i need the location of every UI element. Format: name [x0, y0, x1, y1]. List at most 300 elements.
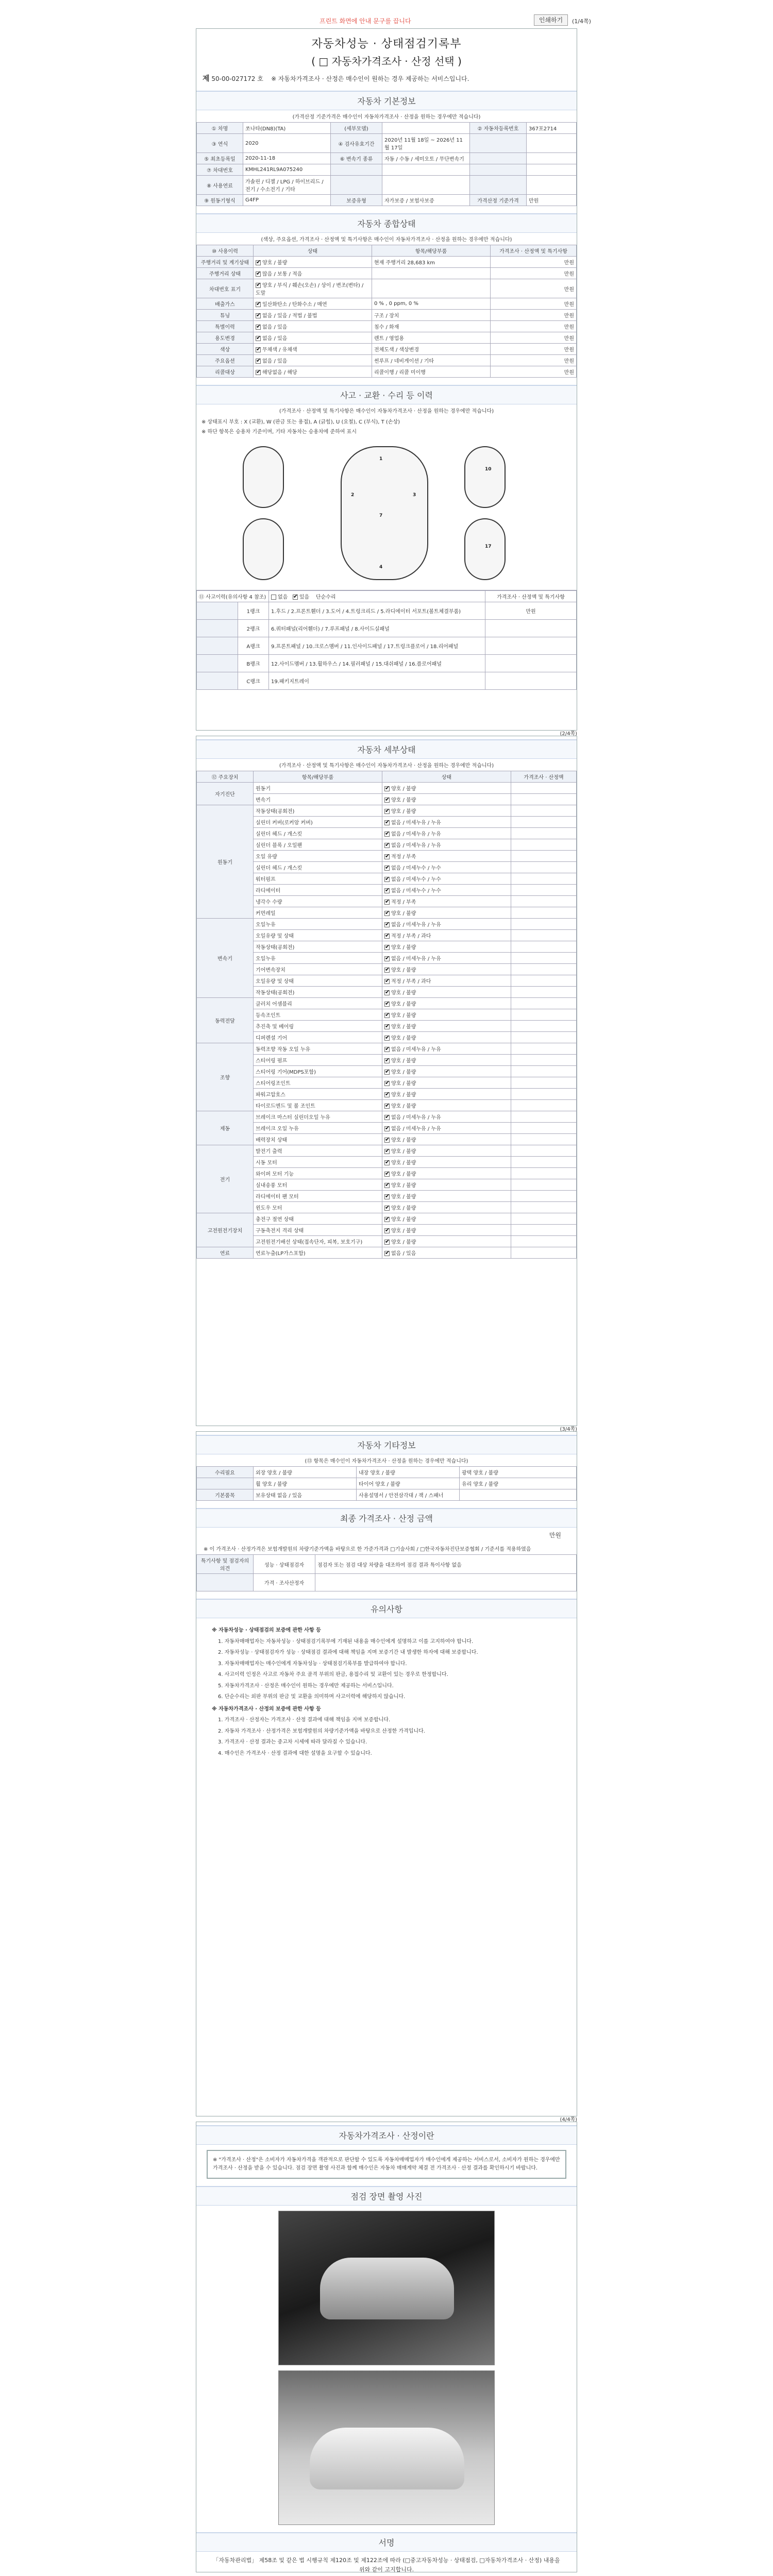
inspection-photo-rear	[278, 2370, 495, 2525]
detail-state-checkbox[interactable]	[384, 1047, 390, 1052]
detail-price	[511, 1055, 577, 1066]
detail-price	[511, 1100, 577, 1111]
summary-label: 차대번호 표기	[197, 279, 254, 298]
detail-state	[382, 1111, 511, 1123]
summary-state	[254, 279, 372, 298]
grade-group	[197, 620, 238, 637]
detail-state-checkbox[interactable]	[384, 1160, 390, 1165]
detail-group: 자기진단	[197, 783, 254, 805]
summary-state-checkbox[interactable]	[256, 313, 261, 318]
notice-item: 6. 단순수리는 외판 부위의 판금 및 교환을 의미하며 사고이력에 해당하지 않습니다.	[218, 1694, 406, 1700]
detail-item: 실린더 커버(로커암 커버)	[254, 817, 382, 828]
detail-price	[511, 839, 577, 851]
grade-price	[485, 655, 577, 672]
detail-state-checkbox[interactable]	[384, 968, 390, 973]
sign-text: 「자동차관리법」 제58조 및 같은 법 시행규칙 제120조 및 제122조에 따라 (□중고자동차성능 · 상태점검, □자동차가격조사 · 산정) 내용을 위와 같이 고지합니다.	[213, 2557, 560, 2573]
detail-price	[511, 1043, 577, 1055]
car-photo-front-shape	[320, 2258, 454, 2319]
car-side-right	[464, 518, 506, 580]
detail-row	[197, 1009, 577, 1021]
detail-state-checkbox[interactable]	[384, 1251, 390, 1256]
doc-no: 50-00-027172	[211, 75, 256, 82]
basic-cell: 만원	[527, 195, 577, 206]
signer-cell: 특기사항 및 점검자의 의견	[197, 1555, 254, 1574]
detail-state	[382, 805, 511, 817]
detail-state-checkbox[interactable]	[384, 1070, 390, 1075]
etc-cell: 수리필요	[197, 1467, 254, 1478]
accident-yes-checkbox[interactable]	[293, 595, 298, 600]
detail-row	[197, 839, 577, 851]
detail-row	[197, 1100, 577, 1111]
detail-state-text: 없음 / 미세누유 / 누유	[391, 922, 441, 928]
detail-state-checkbox[interactable]	[384, 990, 390, 995]
accident-legend: ※ 상태표시 부호 : X (교환), W (판금 또는 용접), A (긁힘), U (요철), C (부식), T (손상)	[201, 419, 400, 425]
detail-price	[511, 817, 577, 828]
detail-row	[197, 828, 577, 839]
detail-state-text: 양호 / 불량	[391, 1206, 416, 1211]
detail-state-text: 없음 / 미세누유 / 누유	[391, 956, 441, 962]
detail-row	[197, 862, 577, 873]
summary-price: 만원	[491, 332, 577, 344]
basic-cell: ⑦ 차대번호	[197, 164, 243, 176]
summary-item: 리콜이행 / 리콜 미이행	[372, 366, 491, 378]
detail-item: 오일유량 및 상태	[254, 975, 382, 987]
detail-row	[197, 975, 577, 987]
detail-head-price: 가격조사 · 산정액	[511, 771, 577, 783]
detail-state-text: 양호 / 불량	[391, 798, 416, 803]
detail-item: 실린더 헤드 / 개스킷	[254, 828, 382, 839]
detail-price	[511, 1202, 577, 1213]
summary-state-checkbox[interactable]	[256, 336, 261, 341]
summary-row	[197, 298, 577, 310]
detail-row	[197, 1247, 577, 1259]
detail-state-text: 양호 / 불량	[391, 1194, 416, 1200]
grade-items: 6.쿼터패널(리어휀더) / 7.루프패널 / 8.사이드실패널	[269, 620, 485, 637]
detail-state-text: 적정 / 부족	[391, 854, 416, 860]
detail-head-device: ⑫ 주요장치	[197, 771, 254, 783]
detail-state-text: 양호 / 불량	[391, 1104, 416, 1109]
detail-price	[511, 953, 577, 964]
detail-state-text: 없음 / 미세누수 / 누수	[391, 877, 441, 883]
detail-state	[382, 828, 511, 839]
grade-group	[197, 672, 238, 690]
detail-item: 워터펌프	[254, 873, 382, 885]
basic-cell	[527, 134, 577, 153]
detail-state	[382, 1089, 511, 1100]
detail-state-text: 없음 / 있음	[391, 1251, 416, 1257]
detail-state	[382, 1145, 511, 1157]
basic-cell: G4FP	[243, 195, 331, 206]
detail-state	[382, 1236, 511, 1247]
summary-state-checkbox[interactable]	[256, 325, 261, 330]
summary-price: 만원	[491, 366, 577, 378]
notice-item: 4. 매수인은 가격조사 · 산정 결과에 대한 설명을 요구할 수 있습니다.	[218, 1750, 372, 1756]
detail-state-checkbox[interactable]	[384, 1149, 390, 1154]
summary-head-usage: ⑩ 사용이력	[197, 245, 254, 257]
detail-item: 커먼레일	[254, 907, 382, 919]
detail-row	[197, 1077, 577, 1089]
detail-state-checkbox[interactable]	[384, 900, 390, 905]
detail-item: 파워고압호스	[254, 1089, 382, 1100]
detail-state-text: 양호 / 불량	[391, 1013, 416, 1019]
detail-item: 연료누출(LP가스포함)	[254, 1247, 382, 1259]
detail-state-text: 양호 / 불량	[391, 1228, 416, 1234]
detail-state	[382, 1032, 511, 1043]
detail-price	[511, 1021, 577, 1032]
detail-price	[511, 930, 577, 941]
panel-4-tag: 4	[379, 565, 383, 570]
summary-state-checkbox[interactable]	[256, 347, 261, 352]
detail-state-checkbox[interactable]	[384, 1013, 390, 1018]
detail-state-text: 없음 / 미세누유 / 누유	[391, 1047, 441, 1053]
summary-item: 렌트 / 영업용	[372, 332, 491, 344]
doc-number-line	[203, 73, 570, 83]
summary-state-text: 없음 / 있음	[262, 359, 288, 364]
basic-cell	[527, 176, 577, 195]
detail-price	[511, 794, 577, 805]
notice-item: 1. 가격조사 · 산정자는 가격조사 · 산정 결과에 대해 책임을 지며 보증합니다.	[218, 1717, 391, 1723]
detail-row	[197, 1225, 577, 1236]
detail-state	[382, 783, 511, 794]
detail-state-checkbox[interactable]	[384, 1036, 390, 1041]
detail-state-checkbox[interactable]	[384, 956, 390, 961]
inspection-photo-front	[278, 2211, 495, 2365]
detail-state-text: 양호 / 불량	[391, 1002, 416, 1007]
summary-state	[254, 355, 372, 366]
detail-state-checkbox[interactable]	[384, 1002, 390, 1007]
grade-price	[485, 672, 577, 690]
summary-row	[197, 321, 577, 332]
detail-state-text: 없음 / 미세누수 / 누수	[391, 888, 441, 894]
detail-state-text: 적정 / 부족 / 과다	[391, 934, 431, 939]
detail-state	[382, 987, 511, 998]
detail-row	[197, 805, 577, 817]
etc-cell: 타이어 양호 / 불량	[357, 1478, 460, 1489]
summary-state-checkbox[interactable]	[256, 272, 261, 277]
detail-state-checkbox[interactable]	[384, 1217, 390, 1222]
basic-cell: (세부모델)	[331, 123, 382, 134]
basic-cell: ⑨ 원동기형식	[197, 195, 243, 206]
basic-cell	[382, 164, 470, 176]
basic-cell: ⑧ 사용연료	[197, 176, 243, 195]
detail-price	[511, 783, 577, 794]
notice-item: 4. 사고이력 인정은 사고로 자동차 주요 골격 부위의 판금, 용접수리 및 교환이 있는 경우로 한정합니다.	[218, 1672, 448, 1677]
detail-price	[511, 1134, 577, 1145]
summary-label: 색상	[197, 344, 254, 355]
basic-cell: 쏘나타(DN8)(TA)	[243, 123, 331, 134]
grade-row	[197, 620, 577, 637]
detail-state-checkbox[interactable]	[384, 1081, 390, 1086]
detail-item: 시동 모터	[254, 1157, 382, 1168]
detail-state-text: 양호 / 불량	[391, 990, 416, 996]
basic-cell: 2020년 11월 18일 ~ 2026년 11월 17일	[382, 134, 470, 153]
page-2	[196, 731, 577, 1426]
detail-row	[197, 998, 577, 1009]
grade-price: 만원	[485, 602, 577, 620]
signer-table	[196, 1554, 577, 1591]
panel-7-tag: 7	[379, 513, 383, 518]
summary-note: (색상, 주요옵션, 가격조사 · 산정액 및 특기사항은 매수인이 자동차가격조사 · 산정을 원하는 경우에만 적습니다)	[261, 237, 512, 243]
grade-label: A랭크	[238, 637, 269, 655]
summary-state-checkbox[interactable]	[256, 283, 261, 288]
detail-state	[382, 1225, 511, 1236]
detail-item: 라디에이터 팬 모터	[254, 1191, 382, 1202]
grade-group	[197, 602, 238, 620]
detail-state-checkbox[interactable]	[384, 1138, 390, 1143]
detail-price	[511, 1123, 577, 1134]
print-notice-link[interactable]: 프린트 화면에 안내 문구를 끕니다	[320, 18, 411, 25]
summary-price: 만원	[491, 310, 577, 321]
basic-row	[197, 153, 577, 164]
detail-state-checkbox[interactable]	[384, 820, 390, 825]
basic-cell	[382, 123, 470, 134]
detail-state-checkbox[interactable]	[384, 1172, 390, 1177]
price-info-title: 자동차가격조사 · 산정이란	[196, 2125, 577, 2145]
detail-state	[382, 1066, 511, 1077]
detail-state	[382, 1009, 511, 1021]
detail-state-checkbox[interactable]	[384, 934, 390, 939]
detail-state	[382, 1179, 511, 1191]
accident-none-checkbox[interactable]	[271, 595, 276, 600]
summary-state-text: 무채색 / 유채색	[262, 347, 297, 353]
summary-item: 현재 주행거리 28,683 km	[372, 257, 491, 268]
summary-row	[197, 366, 577, 378]
detail-price	[511, 1077, 577, 1089]
basic-row	[197, 176, 577, 195]
detail-state	[382, 839, 511, 851]
price-info-desc: ※ "가격조사 · 산정"은 소비자가 자동차가격을 객관적으로 판단할 수 있도록 자동차매매업자가 매수인에게 제공하는 서비스로서, 소비자가 원하는 경우에만 가격조사 · 산정을 받을 수 있습니다. 점검 장면 촬영 사진과 함께 매수인은 자동차 매매계약 체결 전 가격조사 · 산정 결과를 확인하시기 바랍니다.	[207, 2150, 566, 2179]
car-top-view	[341, 446, 428, 580]
doc-notice: ※ 자동차가격조사 · 산정은 매수인이 원하는 경우 제공하는 서비스입니다.	[271, 75, 469, 82]
summary-state-checkbox[interactable]	[256, 302, 261, 307]
detail-state	[382, 998, 511, 1009]
basic-cell: ⑤ 최초등록일	[197, 153, 243, 164]
detail-row	[197, 1043, 577, 1055]
detail-state-checkbox[interactable]	[384, 854, 390, 859]
grade-label: C랭크	[238, 672, 269, 690]
summary-state-text: 일산화탄소 / 탄화수소 / 매연	[262, 302, 327, 308]
detail-price	[511, 1179, 577, 1191]
detail-state	[382, 919, 511, 930]
detail-state-checkbox[interactable]	[384, 809, 390, 814]
basic-cell: 2020-11-18	[243, 153, 331, 164]
basic-cell	[527, 164, 577, 176]
grade-price	[485, 637, 577, 655]
detail-state-text: 양호 / 불량	[391, 786, 416, 792]
detail-state-checkbox[interactable]	[384, 1115, 390, 1120]
etc-table	[196, 1466, 577, 1501]
detail-item: 윈도우 모터	[254, 1202, 382, 1213]
detail-state	[382, 941, 511, 953]
detail-state	[382, 794, 511, 805]
detail-state	[382, 975, 511, 987]
basic-row	[197, 164, 577, 176]
summary-state-checkbox[interactable]	[256, 370, 261, 375]
detail-item: 스티어링조인트	[254, 1077, 382, 1089]
grade-items: 12.사이드멤버 / 13.휠하우스 / 14.필러패널 / 15.대쉬패널 / 16.플로어패널	[269, 655, 485, 672]
detail-state-text: 적정 / 부족 / 과다	[391, 979, 431, 985]
detail-state-checkbox[interactable]	[384, 1104, 390, 1109]
summary-head-state: 상태	[254, 245, 372, 257]
basic-cell: 가솔린 / 디젤 / LPG / 하이브리드 / 전기 / 수소전기 / 기타	[243, 176, 331, 195]
doc-no-suffix: 호	[257, 75, 263, 82]
etc-cell: 내장 양호 / 불량	[357, 1467, 460, 1478]
detail-state	[382, 862, 511, 873]
detail-row	[197, 1134, 577, 1145]
grade-label: 1랭크	[238, 602, 269, 620]
summary-row	[197, 344, 577, 355]
final-title: 최종 가격조사 · 산정 금액	[196, 1508, 577, 1528]
etc-cell: 외장 양호 / 불량	[254, 1467, 357, 1478]
accident-title: 사고 · 교환 · 수리 등 이력	[196, 385, 577, 404]
summary-label: 주행거리 및 계기상태	[197, 257, 254, 268]
detail-price	[511, 1066, 577, 1077]
basic-cell	[470, 176, 527, 195]
detail-state-checkbox[interactable]	[384, 1206, 390, 1211]
summary-row	[197, 268, 577, 279]
detail-item: 원동기	[254, 783, 382, 794]
accident-table	[196, 590, 577, 690]
detail-state-text: 양호 / 불량	[391, 1092, 416, 1098]
detail-state-text: 양호 / 불량	[391, 911, 416, 917]
detail-state-text: 양호 / 불량	[391, 809, 416, 815]
summary-state-text: 없음 / 있음 / 적법 / 불법	[262, 313, 317, 319]
doc-no-label: 제	[203, 75, 210, 83]
basic-cell	[470, 134, 527, 153]
grade-row	[197, 672, 577, 690]
summary-state	[254, 366, 372, 378]
summary-state-text: 양호 / 부식 / 훼손(오손) / 상이 / 변조(변타) / 도말	[256, 283, 364, 296]
detail-price	[511, 1213, 577, 1225]
detail-state-checkbox[interactable]	[384, 922, 390, 927]
notice-item: ※ 자동차가격조사 · 산정의 보증에 관한 사항 등	[212, 1706, 321, 1712]
detail-row	[197, 930, 577, 941]
basic-info-table	[196, 122, 577, 206]
basic-cell: ① 차명	[197, 123, 243, 134]
accident-price-head: 가격조사 · 산정액 및 특기사항	[485, 591, 577, 602]
detail-state-checkbox[interactable]	[384, 786, 390, 791]
detail-row	[197, 1123, 577, 1134]
etc-row	[197, 1478, 577, 1489]
detail-item: 구동축전지 격리 상태	[254, 1225, 382, 1236]
detail-state	[382, 1157, 511, 1168]
summary-price: 만원	[491, 257, 577, 268]
summary-label: 용도변경	[197, 332, 254, 344]
basic-info-note: (가격산정 기준가격은 매수인이 자동차가격조사 · 산정을 원하는 경우에만 적습니다)	[292, 114, 481, 120]
detail-state-checkbox[interactable]	[384, 866, 390, 871]
grade-price	[485, 620, 577, 637]
page-4	[196, 2117, 577, 2573]
detail-price	[511, 885, 577, 896]
detail-state	[382, 1100, 511, 1111]
summary-item	[372, 268, 491, 279]
detail-state-checkbox[interactable]	[384, 843, 390, 848]
detail-state-checkbox[interactable]	[384, 1194, 390, 1199]
detail-row	[197, 919, 577, 930]
detail-state-checkbox[interactable]	[384, 945, 390, 950]
basic-cell: 가격산정 기준가격	[470, 195, 527, 206]
detail-state-checkbox[interactable]	[384, 888, 390, 893]
detail-state-checkbox[interactable]	[384, 1240, 390, 1245]
detail-head-state: 상태	[382, 771, 511, 783]
detail-price	[511, 907, 577, 919]
print-button[interactable]: 인쇄하기	[534, 14, 568, 26]
grade-items: 9.프론트패널 / 10.크로스멤버 / 11.인사이드패널 / 17.트렁크플로어 / 18.리어패널	[269, 637, 485, 655]
summary-state	[254, 310, 372, 321]
detail-row	[197, 1168, 577, 1179]
detail-state-checkbox[interactable]	[384, 877, 390, 882]
detail-price	[511, 1009, 577, 1021]
grade-group	[197, 637, 238, 655]
summary-state-checkbox[interactable]	[256, 359, 261, 364]
detail-state-text: 적정 / 부족	[391, 900, 416, 905]
detail-price	[511, 1145, 577, 1157]
detail-state-checkbox[interactable]	[384, 1228, 390, 1233]
summary-item: 침수 / 화재	[372, 321, 491, 332]
detail-state-checkbox[interactable]	[384, 1058, 390, 1063]
detail-row	[197, 1089, 577, 1100]
summary-item: 0 % , 0 ppm, 0 %	[372, 298, 491, 310]
detail-item: 동력조향 작동 오일 누유	[254, 1043, 382, 1055]
basic-cell: 자동 / 수동 / 세미오토 / 무단변속기	[382, 153, 470, 164]
detail-price	[511, 975, 577, 987]
detail-title: 자동차 세부상태	[196, 739, 577, 759]
detail-state-checkbox[interactable]	[384, 1092, 390, 1097]
detail-group: 제동	[197, 1111, 254, 1145]
detail-item: 등속조인트	[254, 1009, 382, 1021]
detail-state-checkbox[interactable]	[384, 979, 390, 984]
detail-state-text: 없음 / 미세누유 / 누유	[391, 1115, 441, 1121]
detail-price	[511, 828, 577, 839]
detail-state-checkbox[interactable]	[384, 798, 390, 803]
signer-row	[197, 1555, 577, 1574]
detail-row	[197, 873, 577, 885]
detail-state-checkbox[interactable]	[384, 832, 390, 837]
panel-10-tag: 10	[485, 467, 492, 472]
detail-state-text: 양호 / 불량	[391, 1036, 416, 1041]
detail-state-checkbox[interactable]	[384, 1183, 390, 1188]
detail-item: 냉각수 수량	[254, 896, 382, 907]
summary-row	[197, 355, 577, 366]
detail-state-text: 없음 / 미세누유 / 누유	[391, 820, 441, 826]
detail-price	[511, 851, 577, 862]
sign-title: 서명	[196, 2532, 577, 2552]
detail-state-checkbox[interactable]	[384, 1126, 390, 1131]
etc-cell: 사용설명서 / 안전삼각대 / 잭 / 스패너	[357, 1489, 460, 1501]
detail-item: 고전원전기배선 상태(접속단자, 피복, 보호기구)	[254, 1236, 382, 1247]
detail-row	[197, 941, 577, 953]
detail-row	[197, 1145, 577, 1157]
detail-row	[197, 1032, 577, 1043]
detail-row	[197, 907, 577, 919]
detail-state-checkbox[interactable]	[384, 911, 390, 916]
detail-state-text: 양호 / 불량	[391, 1172, 416, 1177]
detail-price	[511, 998, 577, 1009]
detail-item: 오일 유량	[254, 851, 382, 862]
car-photo-rear-shape	[310, 2428, 464, 2489]
doc-title: 자동차성능 · 상태점검기록부	[311, 38, 462, 50]
panel-2-tag: 2	[351, 493, 355, 498]
signer-cell: 성능 · 상태점검자	[254, 1555, 315, 1574]
detail-item: 디퍼렌셜 기어	[254, 1032, 382, 1043]
summary-state-checkbox[interactable]	[256, 260, 261, 265]
detail-item: 오일유량 및 상태	[254, 930, 382, 941]
detail-state-checkbox[interactable]	[384, 1024, 390, 1029]
notice-title: 유의사항	[196, 1599, 577, 1618]
detail-item: 작동상태(공회전)	[254, 805, 382, 817]
car-rear-view	[243, 518, 284, 580]
detail-row	[197, 851, 577, 862]
